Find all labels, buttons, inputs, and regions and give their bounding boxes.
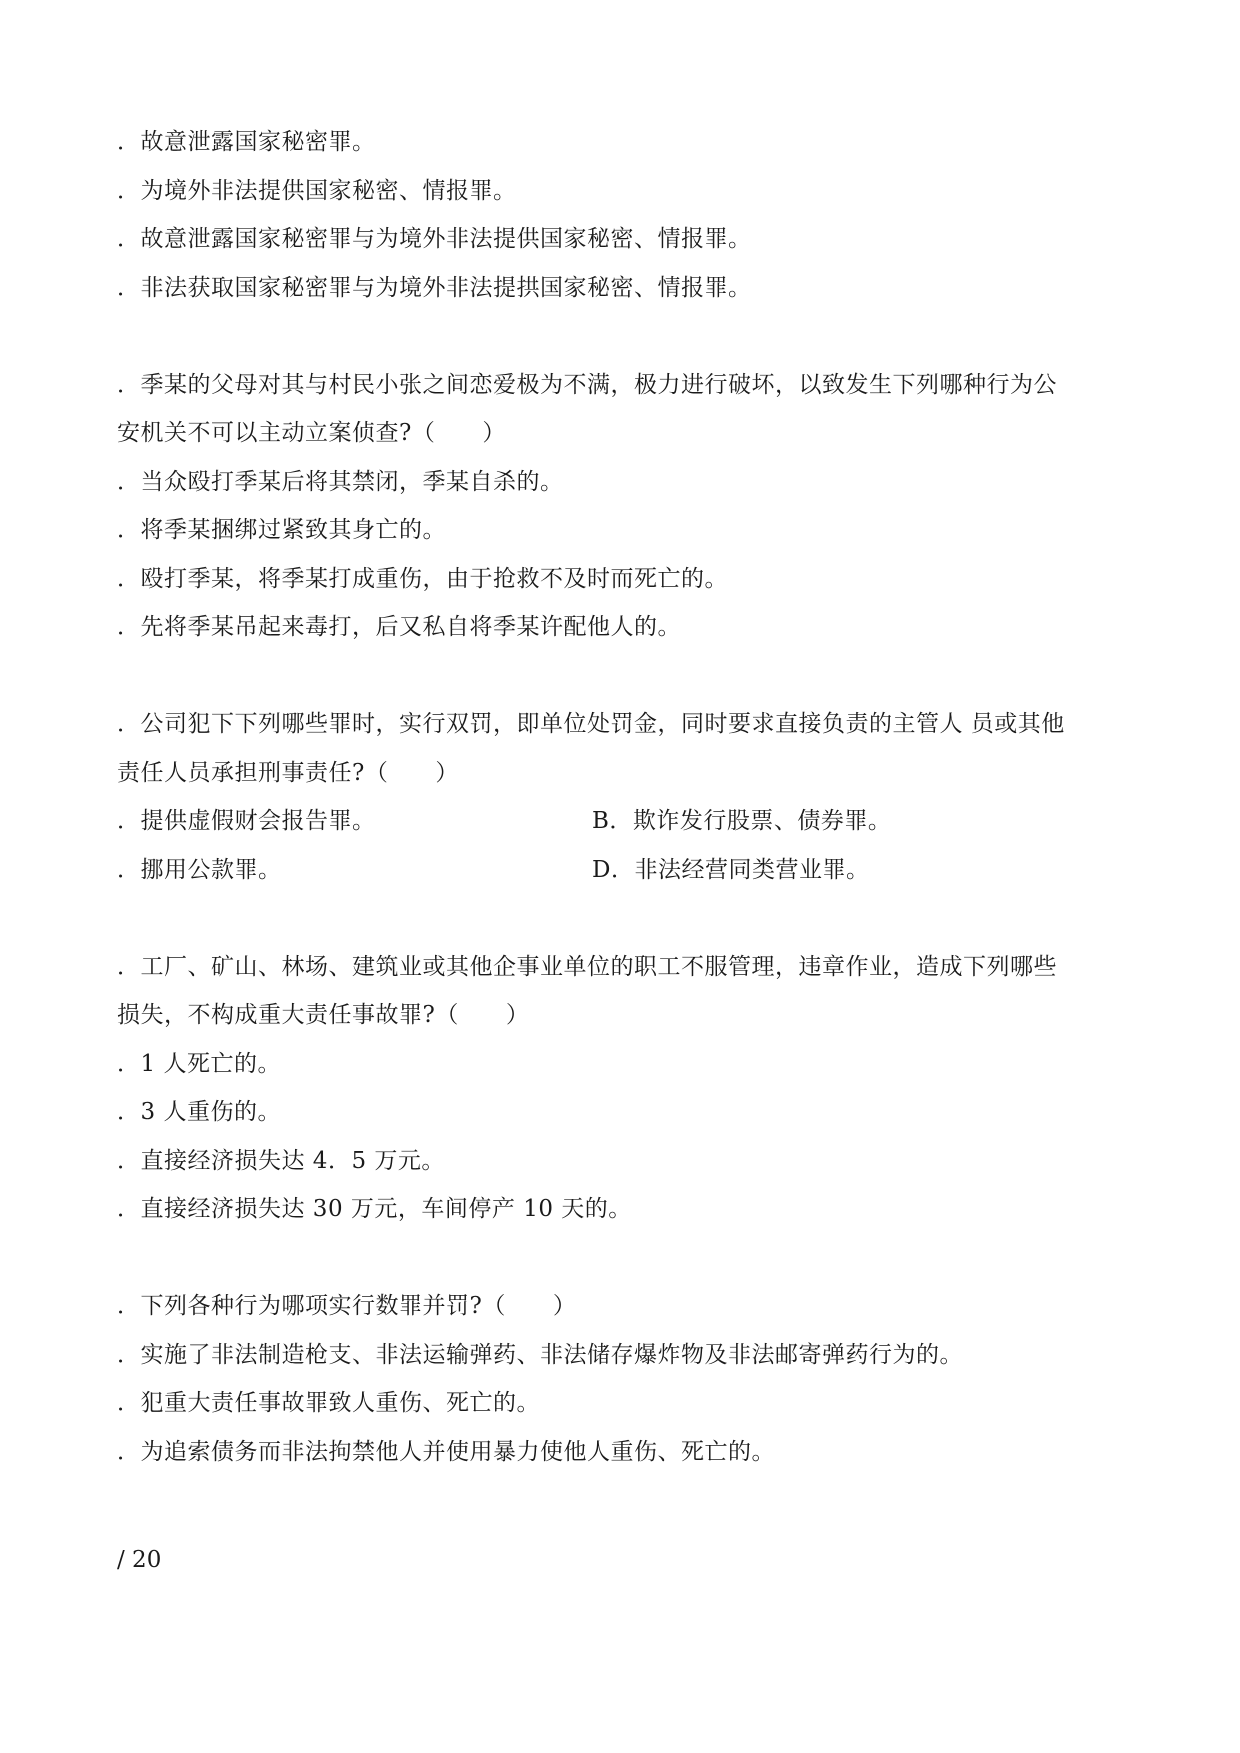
question-stem: 责任人员承担刑事责任?（ ） xyxy=(117,759,459,786)
option-row xyxy=(117,797,1125,846)
option-line: ．1 人死亡的。 xyxy=(117,1050,281,1077)
question-block-a xyxy=(117,118,1125,312)
option-line: ．提供虚假财会报告罪。 xyxy=(117,808,376,834)
option-line: ．当众殴打季某后将其禁闭，季某自杀的。 xyxy=(117,468,564,495)
option-line: ．直接经济损失达 4．5 万元。 xyxy=(117,1147,445,1174)
option-line: ．实施了非法制造枪支、非法运输弹药、非法储存爆炸物及非法邮寄弹药行为的。 xyxy=(117,1341,963,1368)
question-stem: 安机关不可以主动立案侦查?（ ） xyxy=(117,420,506,446)
spacer xyxy=(117,1234,1125,1283)
spacer xyxy=(117,894,1125,943)
page-number: / 20 xyxy=(117,1547,162,1573)
document-content xyxy=(117,118,1125,1476)
option-line: ．殴打季某，将季某打成重伤，由于抢救不及时而死亡的。 xyxy=(117,565,728,592)
question-block-c xyxy=(117,700,1125,894)
option-line: B．欺诈发行股票、债券罪。 xyxy=(592,808,892,834)
option-line: ．3 人重伤的。 xyxy=(117,1099,281,1125)
question-stem: ．季某的父母对其与村民小张之间恋爱极为不满，极力进行破坏，以致发生下列哪种行为公 xyxy=(117,371,1057,398)
question-block-b xyxy=(117,361,1125,652)
spacer xyxy=(117,312,1125,361)
option-line: ．为追索债务而非法拘禁他人并使用暴力使他人重伤、死亡的。 xyxy=(117,1438,775,1465)
option-line: ．故意泄露国家秘密罪。 xyxy=(117,129,376,155)
option-line: ．挪用公款罪。 xyxy=(117,856,282,883)
question-stem: ．公司犯下下列哪些罪时，实行双罚，即单位处罚金，同时要求直接负责的主管人 员或其他 xyxy=(117,711,1065,737)
option-line: ．直接经济损失达 30 万元，车间停产 10 天的。 xyxy=(117,1196,632,1222)
question-block-d xyxy=(117,943,1125,1234)
question-stem: 损失，不构成重大责任事故罪?（ ） xyxy=(117,1002,530,1028)
option-line: ．为境外非法提供国家秘密、情报罪。 xyxy=(117,177,517,204)
option-line: ．犯重大责任事故罪致人重伤、死亡的。 xyxy=(117,1390,540,1416)
option-line: ．先将季某吊起来毒打，后又私自将季某许配他人的。 xyxy=(117,614,681,640)
spacer xyxy=(117,652,1125,701)
option-line: ．将季某捆绑过紧致其身亡的。 xyxy=(117,517,446,543)
option-line: ．故意泄露国家秘密罪与为境外非法提供国家秘密、情报罪。 xyxy=(117,226,752,252)
option-row xyxy=(117,846,1125,895)
option-line: D．非法经营同类营业罪。 xyxy=(592,856,870,883)
question-stem: ．下列各种行为哪项实行数罪并罚?（ ） xyxy=(117,1293,577,1319)
option-line: ．非法获取国家秘密罪与为境外非法提拱国家秘密、情报罪。 xyxy=(117,274,752,301)
question-stem: ．工厂、矿山、林场、建筑业或其他企事业单位的职工不服管理，违章作业，造成下列哪些 xyxy=(117,953,1057,980)
question-block-e xyxy=(117,1282,1125,1476)
